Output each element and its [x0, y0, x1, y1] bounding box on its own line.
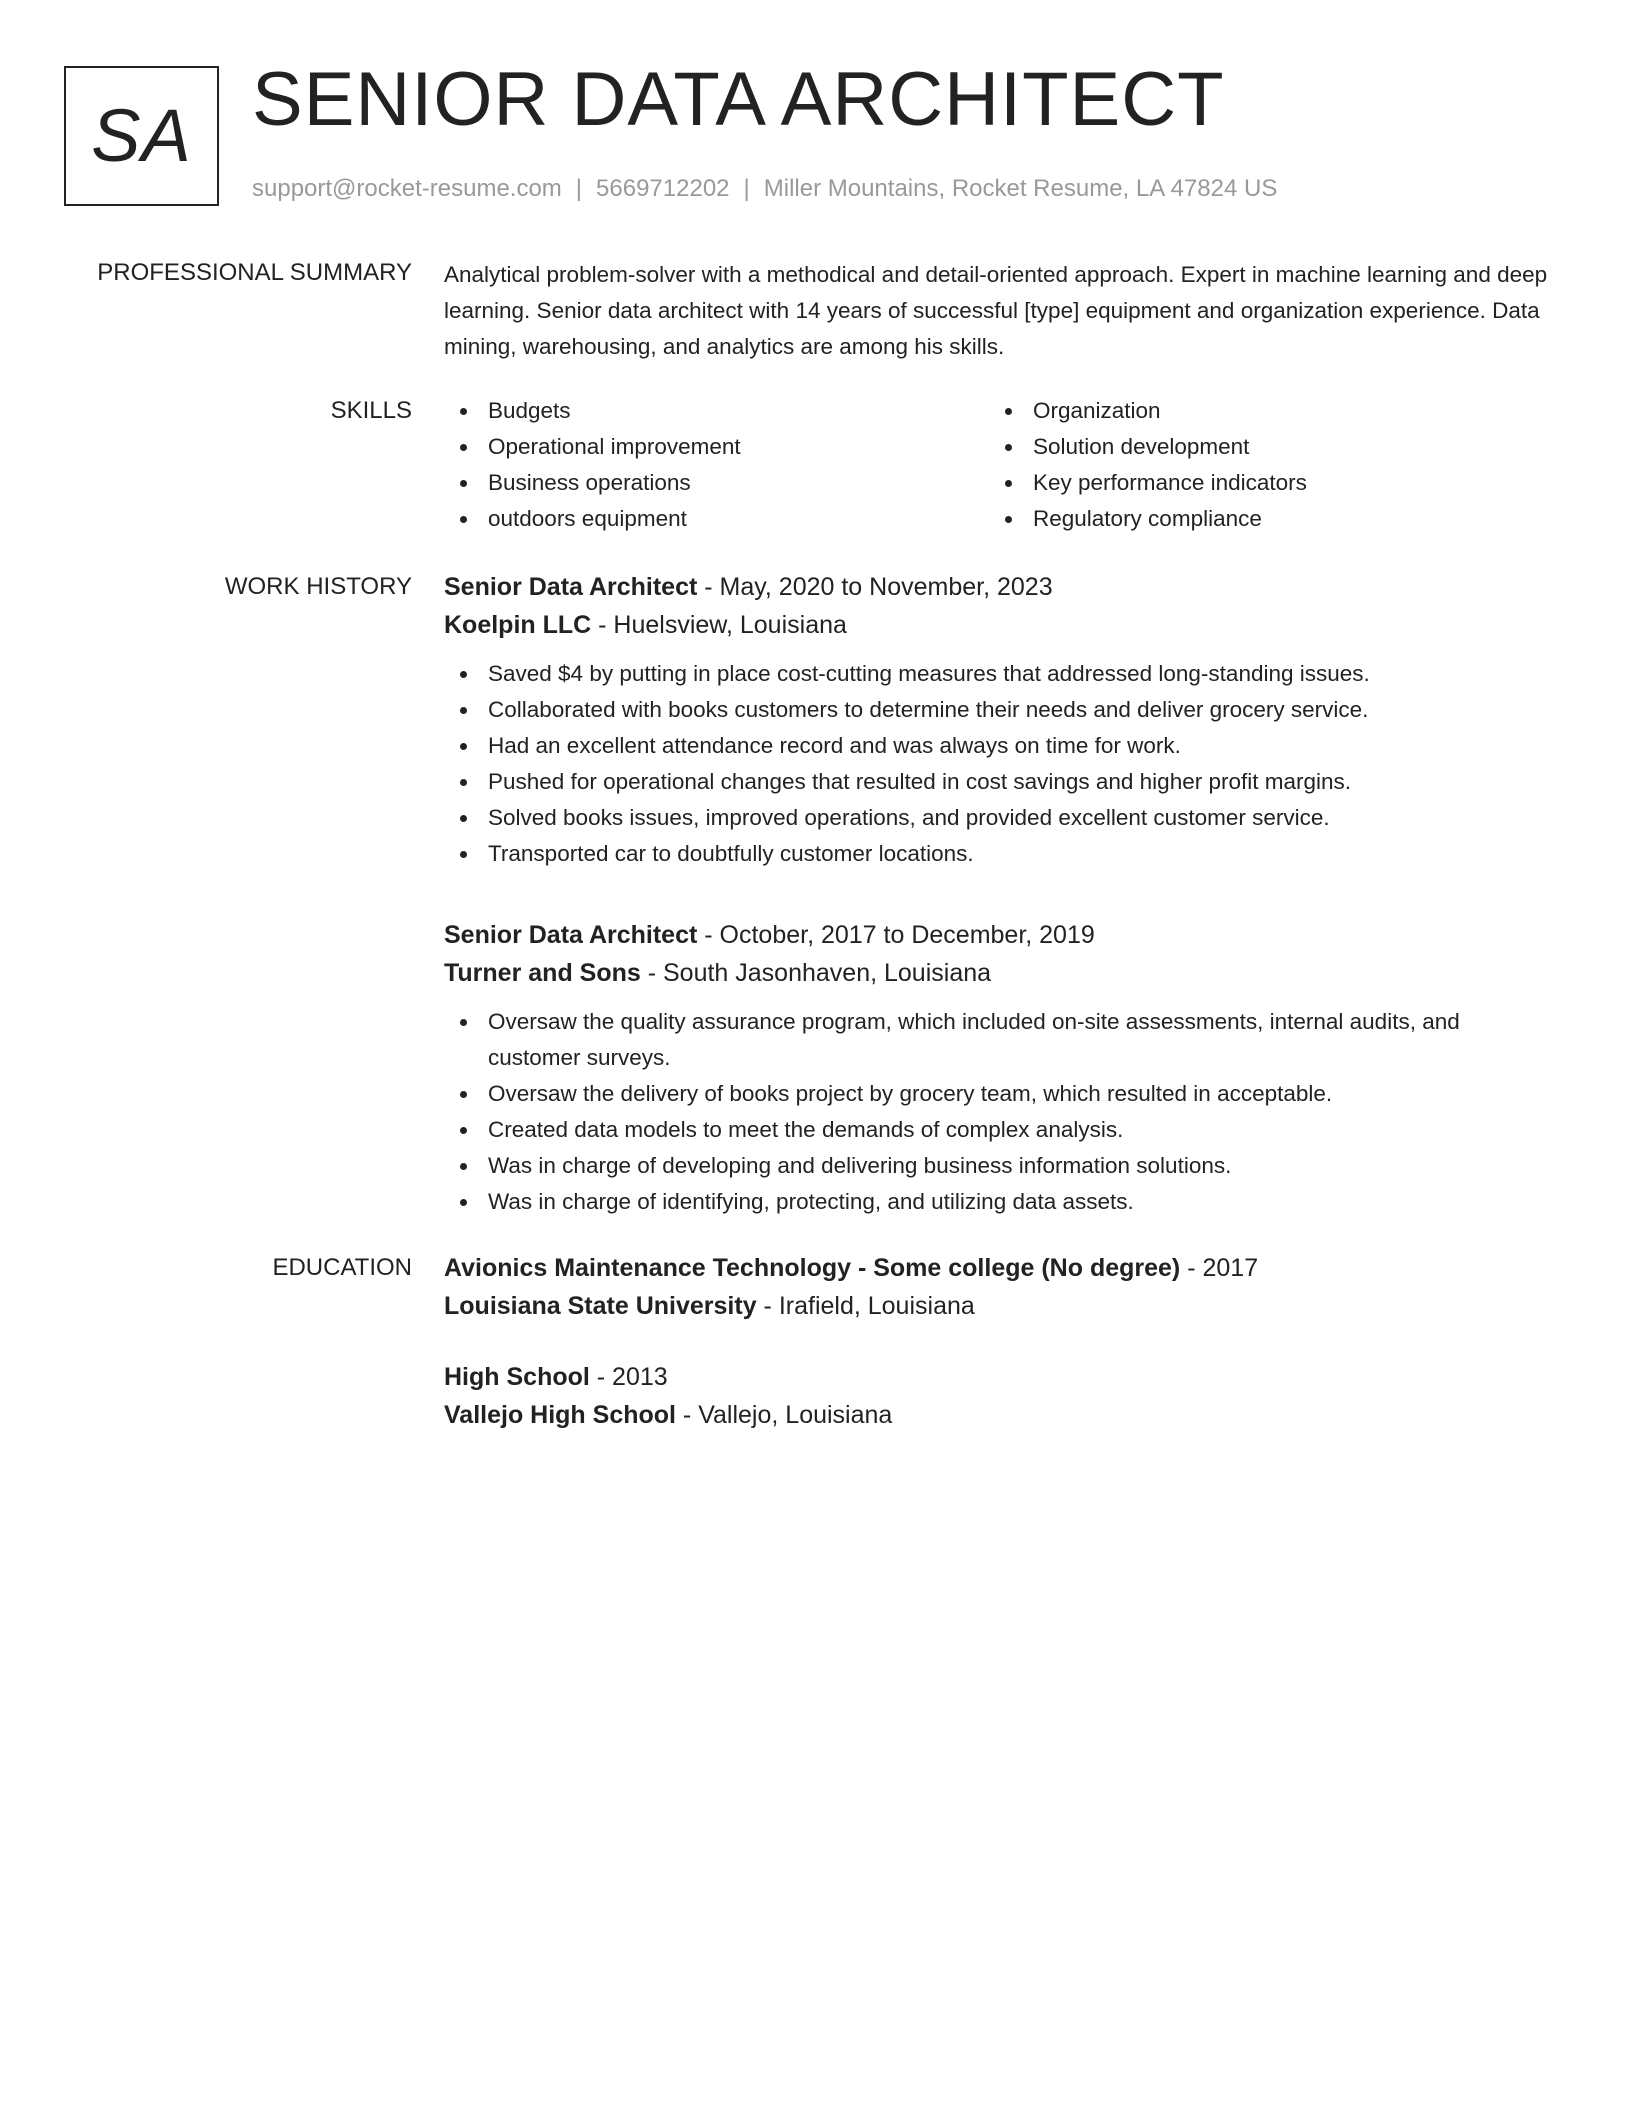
education-school: Vallejo High School: [444, 1401, 676, 1429]
skills-heading: SKILLS: [330, 397, 412, 424]
job-company: Koelpin LLC: [444, 611, 592, 639]
education-year: - 2013: [589, 1363, 668, 1391]
job-location: - South Jasonhaven, Louisiana: [640, 959, 992, 987]
education-entry: [444, 1358, 1554, 1434]
job-company-line: [444, 606, 1554, 644]
skill-item: Organization: [989, 393, 1534, 429]
skills-body: [444, 393, 1554, 537]
job-bullet: Collaborated with books customers to determine their needs and deliver grocery service.: [444, 692, 1554, 728]
skills-columns: [444, 393, 1554, 537]
work-history-heading: WORK HISTORY: [224, 573, 412, 600]
resume-title: SENIOR DATA ARCHITECT: [252, 57, 1225, 142]
job-company: Turner and Sons: [444, 959, 641, 987]
job-bullet: Solved books issues, improved operations, and provided excellent customer service.: [444, 800, 1554, 836]
job-title-line: [444, 568, 1554, 606]
job-bullet: Saved $4 by putting in place cost-cutting measures that addressed long-standing issues.: [444, 656, 1554, 692]
work-history-body: [444, 568, 1554, 1220]
job-bullets: [444, 656, 1554, 872]
summary-heading: PROFESSIONAL SUMMARY: [97, 259, 412, 286]
skill-item: Budgets: [444, 393, 989, 429]
monogram-badge: [64, 66, 219, 206]
skill-item: outdoors equipment: [444, 501, 989, 537]
skill-item: Business operations: [444, 465, 989, 501]
job-title-line: [444, 916, 1554, 954]
job-bullets: [444, 1004, 1554, 1220]
job-bullet: Was in charge of identifying, protecting, and utilizing data assets.: [444, 1184, 1554, 1220]
skills-list-left: [444, 393, 989, 537]
education-degree: Avionics Maintenance Technology - Some college (No degree): [444, 1254, 1181, 1282]
job-bullet: Created data models to meet the demands of complex analysis.: [444, 1112, 1554, 1148]
education-degree-line: [444, 1249, 1554, 1287]
skills-list-right: [989, 393, 1534, 537]
contact-email[interactable]: support@rocket-resume.com: [252, 175, 562, 202]
education-year: - 2017: [1180, 1254, 1259, 1282]
job-bullet: Had an excellent attendance record and was always on time for work.: [444, 728, 1554, 764]
job-location: - Huelsview, Louisiana: [591, 611, 847, 639]
education-body: [444, 1249, 1554, 1434]
job-dates: - May, 2020 to November, 2023: [697, 573, 1053, 601]
education-degree-line: [444, 1358, 1554, 1396]
education-heading: EDUCATION: [272, 1254, 412, 1281]
job-entry: [444, 916, 1554, 1220]
education-location: - Vallejo, Louisiana: [675, 1401, 893, 1429]
summary-body: [444, 257, 1554, 365]
summary-text: Analytical problem-solver with a methodical and detail-oriented approach. Expert in machine learning and deep learning. Senior data architect with 14 years of successful [type] equipment and organization experience. Data mining, warehousing, and analytics are among his skills.: [444, 262, 1548, 359]
education-degree: High School: [444, 1363, 590, 1391]
job-title: Senior Data Architect: [444, 573, 698, 601]
contact-phone[interactable]: 5669712202: [596, 175, 730, 202]
contact-separator: |: [575, 175, 583, 202]
job-bullet: Oversaw the delivery of books project by grocery team, which resulted in acceptable.: [444, 1076, 1554, 1112]
job-bullet: Pushed for operational changes that resulted in cost savings and higher profit margins.: [444, 764, 1554, 800]
monogram-initials: SA: [91, 94, 192, 177]
education-school-line: [444, 1287, 1554, 1325]
education-school: Louisiana State University: [444, 1292, 757, 1320]
skill-item: Solution development: [989, 429, 1534, 465]
job-title: Senior Data Architect: [444, 921, 698, 949]
job-entry: [444, 568, 1554, 872]
job-bullet: Oversaw the quality assurance program, which included on-site assessments, internal audits, and customer surveys.: [444, 1004, 1554, 1076]
education-location: - Irafield, Louisiana: [756, 1292, 975, 1320]
skill-item: Key performance indicators: [989, 465, 1534, 501]
education-entry: [444, 1249, 1554, 1325]
job-bullet: Was in charge of developing and delivering business information solutions.: [444, 1148, 1554, 1184]
job-company-line: [444, 954, 1554, 992]
job-dates: - October, 2017 to December, 2019: [697, 921, 1095, 949]
contact-separator: |: [743, 175, 750, 202]
contact-line: [252, 172, 1277, 206]
skill-item: Operational improvement: [444, 429, 989, 465]
education-school-line: [444, 1396, 1554, 1434]
contact-address: Miller Mountains, Rocket Resume, LA 47824 US: [763, 175, 1278, 202]
skill-item: Regulatory compliance: [989, 501, 1534, 537]
job-bullet: Transported car to doubtfully customer locations.: [444, 836, 1554, 872]
